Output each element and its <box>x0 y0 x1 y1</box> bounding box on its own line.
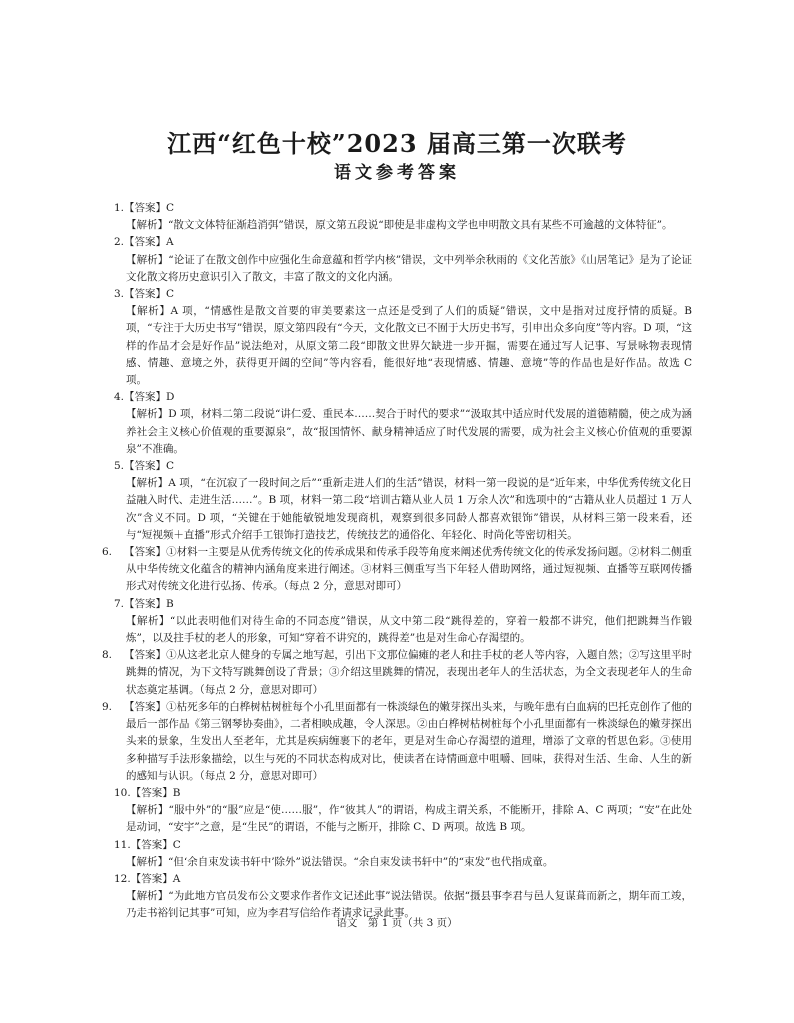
answer-item-2 <box>114 234 692 286</box>
answer-item-5 <box>114 458 692 544</box>
item-number: 3. <box>114 288 125 301</box>
item-number: 10. <box>114 786 131 799</box>
answer-text: 【答案】①从这老北京人健身的专属之地写起，引出下文那位偏瘫的老人和拄手杖的老人等内容，入题自然；②写这里平时跳舞的情况，为下文特写跳舞创设了背景；③介绍这里跳舞的情况，表现出老年人的生活状态，为全文表现老年人的生命状态奠定基调。（每点 2 分，意思对即可） <box>124 649 692 696</box>
analysis-text: 【解析】“服中外”的“服”应是“使……服”，作“彼其人”的谓语，构成主谓关系，不能断开，排除 A、C 两项；“安”在此处是动词，“安宇”之意，是“生民”的谓语，不能与之断开，排除 C、D 两项。故选 B 项。 <box>126 804 692 834</box>
answer-item-1 <box>114 200 692 234</box>
item-number: 12. <box>114 872 131 885</box>
answer-key: 【答案】B <box>130 786 181 799</box>
answer-key: 【答案】A <box>124 236 174 249</box>
answer-item-3 <box>114 286 692 389</box>
answer-key: 【答案】A <box>130 872 181 885</box>
answer-text: 【答案】①枯死多年的白桦树枯树桩每个小孔里面都有一株淡绿色的嫩芽探出头来，与晚年患有白血病的巴托克创作了他的最后一部作品《第三钢琴协奏曲》，二者相映成趣，令人深思。②由白桦树枯树桩每个小孔里面都有一株淡绿色的嫩芽探出头来的景象，生发出人至老年，尤其是疾病缠裹下的老年，更是对生命心存渴望的道理，增添了文章的哲思色彩。③使用多种描写手法形象描绘，以生与死的不同状态构成对比，使读者在诗情画意中咀嚼、回味，获得对生活、生命、人生的新的感知与认识。（每点 2 分，意思对即可） <box>124 700 692 782</box>
answer-key: 【答案】C <box>124 288 175 301</box>
item-number: 8. <box>102 649 113 662</box>
answer-item-4 <box>114 389 692 458</box>
answer-text: 【答案】①材料一主要是从优秀传统文化的传承成果和传承手段等角度来阐述优秀传统文化的传承发扬问题。②材料二侧重从中华传统文化蕴含的精神内涵角度来进行阐述。③材料三侧重写当下年轻人借助网络，通过短视频、直播等互联网传播形式对传统文化进行弘扬、传承。（每点 2 分，意思对即可） <box>124 546 692 593</box>
analysis-text: 【解析】“为此地方官员发布公文要求作者作文记述此事”说法错误。依据“摄县事李君与邑人复谋葺而新之，期年而工竣，乃走书裕钊记其事”可知，应为李君写信给作者请求记录此事。 <box>126 890 692 920</box>
answer-item-8 <box>102 647 692 699</box>
page-subtitle: 语文参考答案 <box>334 163 460 183</box>
analysis-text: 【解析】“但‘余自束发读书轩中’除外”说法错误。“余自束发读书轩中”的“束发”也代指成童。 <box>126 855 554 868</box>
analysis-text: 【解析】A 项，“在沉寂了一段时间之后”“重新走进人们的生活”错误，材料一第一段说的是“近年来，中华优秀传统文化日益融入时代、走进生活……”。B 项，材料一第二段“培训古籍从业人员 1 万余人次”和选项中的“古籍从业人员超过 1 万人次”含义不同。D 项，“关键在于她能敏锐地发现商机，观察到很多同龄人都喜欢银饰”错误，从材料三第一段来看，还与“短视频＋直播”形式介绍手工银饰打造技艺，传统技艺的通俗化、年轻化、时尚化等密切相关。 <box>126 477 692 541</box>
item-number: 7. <box>114 597 125 610</box>
analysis-text: 【解析】A 项，“情感性是散文首要的审美要素这一点还是受到了人们的质疑”错误，文中是指对过度抒情的质疑。B 项，“专注于大历史书写”错误，原文第四段有“今天，文化散文已不囿于大历史书写，引申出众多向度”等内容。D 项，“这样的作品才会是好作品”说法绝对，从原文第二段“即散文世界欠缺进一步开掘，需要在通过写人记事、写景咏物表现情感、情趣、意境之外，获得更开阔的空间”等内容看，能很好地“表现情感、情趣、意境”等的作品也是好作品。故选 C 项。 <box>126 305 692 387</box>
answer-item-7 <box>114 596 692 648</box>
item-number: 5. <box>114 460 125 473</box>
analysis-text: 【解析】“以此表明他们对待生命的不同态度”错误，从文中第二段“跳得差的，穿着一般都不讲究，他们把跳舞当作锻炼”，以及拄手杖的老人的形象，可知“穿着不讲究的，跳得差”也是对生命心存渴望的。 <box>126 614 692 645</box>
answer-key: 【答案】C <box>124 202 175 214</box>
item-number: 11. <box>114 838 131 851</box>
item-number: 4. <box>114 391 125 404</box>
item-number: 9. <box>102 700 113 713</box>
item-number: 6. <box>102 546 113 559</box>
page-title: 江西“红色十校”2023 届高三第一次联考 <box>167 129 627 158</box>
answer-item-11 <box>114 837 692 871</box>
answer-item-6 <box>102 544 692 596</box>
answer-key: 【答案】B <box>124 597 174 610</box>
answer-key: 【答案】D <box>124 391 175 404</box>
analysis-text: 【解析】“论证了在散文创作中应强化生命意蕴和哲学内核”错误，文中列举余秋雨的《文化苦旅》《山居笔记》是为了论证文化散文将历史意识引入了散文，丰富了散文的文化内涵。 <box>126 253 692 283</box>
analysis-text: 【解析】“散文文体特征渐趋消弭”错误，原文第五段说“即使是非虚构文学也申明散文具有某些不可逾越的文体特征”。 <box>126 219 673 232</box>
answer-item-10 <box>114 785 692 837</box>
analysis-text: 【解析】D 项，材料二第二段说“讲仁爱、重民本……契合于时代的要求”“汲取其中适应时代发展的道德精髓，使之成为涵养社会主义核心价值观的重要源泉”，故“报国情怀、献身精神适应了时代发展的需要，成为社会主义核心价值观的重要源泉”不准确。 <box>126 408 692 455</box>
answer-item-9 <box>102 699 692 785</box>
answer-list <box>102 200 692 923</box>
item-number: 1. <box>114 202 125 214</box>
item-number: 2. <box>114 236 125 249</box>
answer-key: 【答案】C <box>130 838 181 851</box>
answer-key: 【答案】C <box>124 460 175 473</box>
page-footer: 语文 第 1 页（共 3 页） <box>336 917 458 929</box>
